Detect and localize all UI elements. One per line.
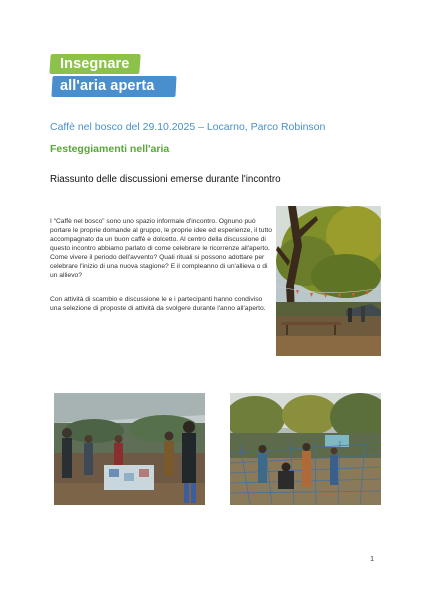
event-subtitle: Caffè nel bosco del 29.10.2025 – Locarno, Parco Robinson <box>50 121 326 133</box>
group-under-tent-photo <box>54 393 205 505</box>
logo <box>50 50 176 100</box>
net-activity-photo <box>230 393 381 505</box>
autumn-tree-bunting-photo <box>276 206 381 356</box>
section-title: Riassunto delle discussioni emerse durante l'incontro <box>50 174 281 185</box>
logo-line-1: Insegnare <box>60 56 130 72</box>
page-number: 1 <box>370 556 374 563</box>
logo-line-2: all'aria aperta <box>60 78 155 94</box>
paragraph-activities: Con attività di scambio e discussione le e i partecipanti hanno condiviso una selezione di proposte di attività da svolgere durante l'anno all'aperto. <box>50 295 266 312</box>
paragraph-intro: I “Caffè nel bosco” sono uno spazio informale d'incontro. Ognuno può portare le proprie domande al gruppo, le proprie idee ed esperienze, il tutto accompagnato da un buon caffè e dolcetto. Al centro della discussione di questo incontro abbiamo parlato di come celebrare le ricorrenze all'aperto. Come vivere il periodo dell'avvento? Quali rituali si possono adottare per celebrare l'inizio di una nuova stagione? E il compleanno di un'allieva o di un allievo? <box>50 217 272 280</box>
page-heading: Festeggiamenti nell'aria <box>50 143 170 155</box>
